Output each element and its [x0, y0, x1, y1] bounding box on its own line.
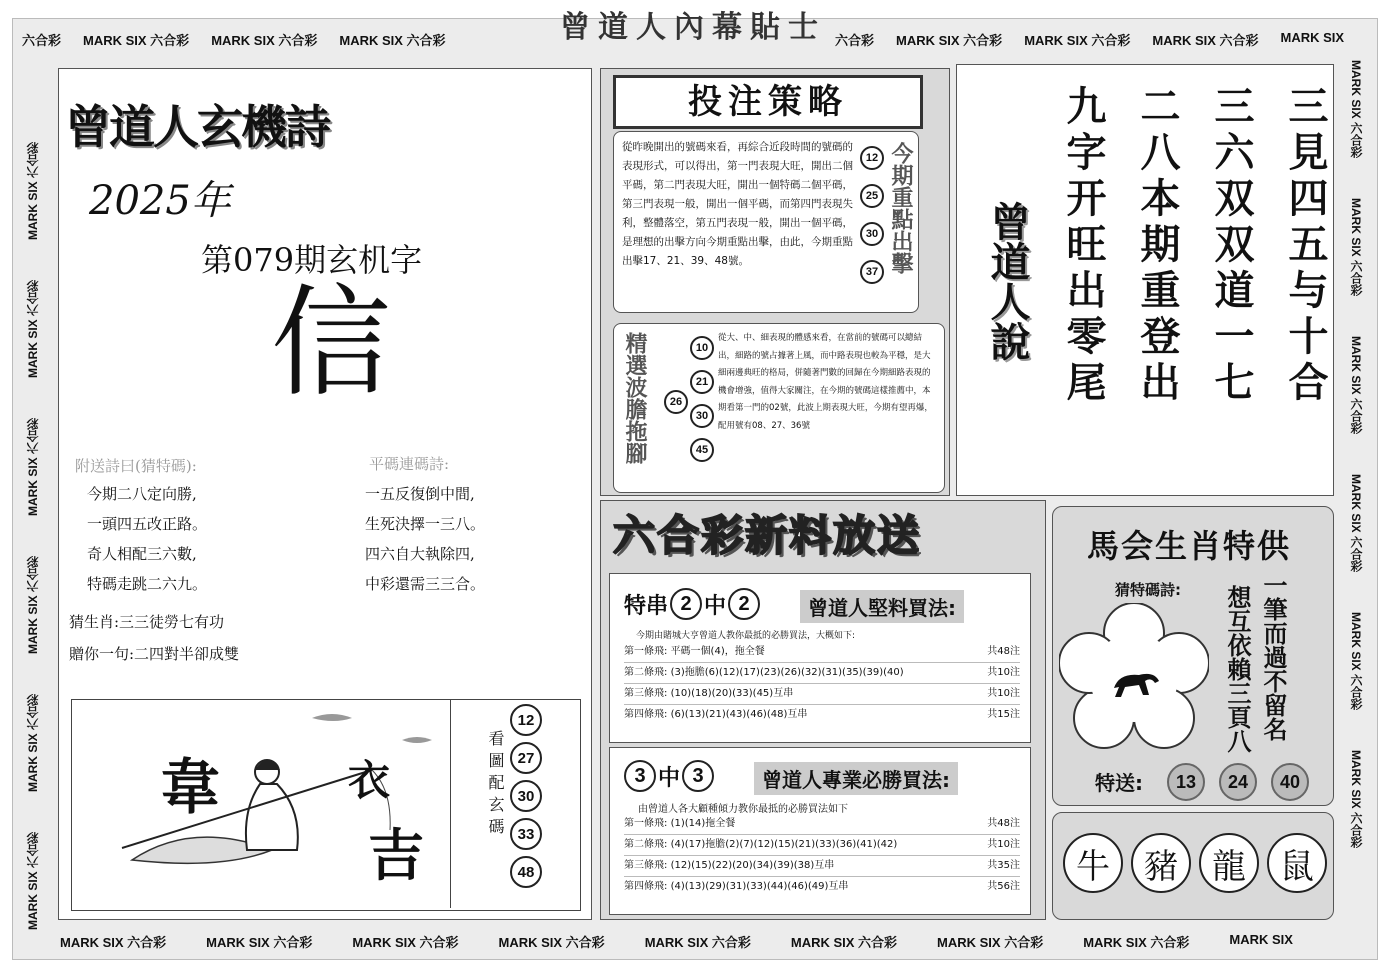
border-label: MARK SIX: [1280, 30, 1345, 45]
tag-number: 3: [624, 760, 656, 792]
bet-row-count: 共15注: [987, 709, 1020, 720]
border-label: MARK SIX 六合彩: [1349, 336, 1363, 435]
picture-label: 看圖配玄碼: [486, 730, 505, 840]
border-label: MARK SIX 六合彩: [26, 417, 40, 516]
top-border-strip: [22, 30, 446, 49]
bet-row-count: 共56注: [987, 881, 1020, 892]
bet-row-name: 第三條飛:: [624, 860, 668, 871]
border-label: MARK SIX 六合彩: [1349, 60, 1363, 159]
bet-row-count: 共10注: [987, 688, 1020, 699]
bet-row-content: (3)拖膽(6)(12)(17)(23)(26)(32)(31)(35)(39)(40): [670, 667, 904, 678]
border-label: 六合彩: [22, 33, 62, 48]
logo-title: 曾道人玄機詩: [65, 100, 329, 154]
box-3-intro: 由曾道人各大顧種傾力教你最抵的必勝買法如下: [638, 804, 848, 815]
number-ball: 48: [510, 856, 542, 888]
bet-row-count: 共48注: [987, 818, 1020, 829]
horse-title: 馬会生肖特供: [1087, 527, 1292, 565]
border-label: MARK SIX 六合彩: [83, 33, 190, 48]
border-label: MARK SIX 六合彩: [1083, 935, 1190, 950]
number-ball: 21: [690, 370, 714, 394]
zodiac-rat: 鼠: [1267, 833, 1327, 893]
number-ball: 27: [510, 742, 542, 774]
border-label: MARK SIX 六合彩: [1349, 198, 1363, 297]
bet-row-content: (1)(14)拖全餐: [670, 818, 736, 829]
strategy-side-label: 今期重點出擊: [888, 142, 914, 274]
number-ball: 24: [1219, 763, 1257, 801]
border-label: MARK SIX: [1229, 932, 1293, 947]
tag-middle: 中: [704, 593, 727, 619]
poem-column: 九字开旺出零尾: [1060, 85, 1107, 407]
box-2-rows: [624, 642, 1020, 725]
border-label: MARK SIX 六合彩: [1024, 33, 1131, 48]
bet-row-count: 共35注: [987, 860, 1020, 871]
number-ball: 12: [860, 146, 884, 170]
border-label: MARK SIX 六合彩: [26, 693, 40, 792]
border-label: MARK SIX 六合彩: [206, 935, 313, 950]
box-3-title: 曾道人專業必勝買法:: [754, 762, 958, 795]
new-material-title: 六合彩新料放送: [613, 511, 922, 560]
border-label: MARK SIX 六合彩: [26, 555, 40, 654]
bet-row-content: 平碼一個(4)，拖全餐: [670, 646, 765, 657]
bet-row: [624, 642, 1020, 663]
bet-row-name: 第四條飛:: [624, 709, 668, 720]
tag-number: 2: [670, 588, 702, 620]
top-border-strip-right: [835, 30, 1344, 49]
border-label: MARK SIX 六合彩: [644, 935, 751, 950]
bet-row: [624, 814, 1020, 835]
border-label: MARK SIX 六合彩: [26, 831, 40, 930]
zodiac-row: [1063, 833, 1327, 893]
box-2-title: 曾道人堅料買法:: [800, 590, 964, 623]
tag-middle: 中: [658, 765, 681, 791]
border-label: MARK SIX 六合彩: [1349, 612, 1363, 711]
selected-side-label: 精選波膽拖腳: [622, 332, 648, 464]
big-character: 信: [271, 274, 391, 413]
border-label: MARK SIX 六合彩: [1349, 474, 1363, 573]
calligraphy-left: 韋: [160, 753, 220, 823]
box-2-tag: [624, 588, 760, 620]
border-label: MARK SIX 六合彩: [498, 935, 605, 950]
horse-poem-label: 猜特碼詩:: [1115, 581, 1181, 599]
picture-divider: [450, 700, 451, 908]
tag-number: 3: [682, 760, 714, 792]
strategy-panel: [600, 68, 950, 496]
header-title: 曾道人內幕貼士: [560, 10, 826, 45]
bet-row-count: 共10注: [987, 839, 1020, 850]
poem-column: 想互依賴三頁八: [1223, 585, 1252, 753]
border-label: MARK SIX 六合彩: [1152, 33, 1259, 48]
box-2-in-2: [609, 573, 1031, 743]
tag-number: 2: [728, 588, 760, 620]
number-ball: 25: [860, 184, 884, 208]
strategy-title: 投注策略: [613, 75, 923, 129]
bet-row-content: (4)(17)拖膽(2)(7)(12)(15)(21)(33)(36)(41)(42): [670, 839, 898, 850]
new-material-panel: [600, 500, 1046, 920]
number-ball: 30: [690, 404, 714, 428]
zodiac-dragon: 龍: [1199, 833, 1259, 893]
poem-line: 奇人相配三六數,: [87, 545, 197, 563]
number-ball: 45: [690, 438, 714, 462]
border-label: MARK SIX 六合彩: [339, 33, 446, 48]
border-label: MARK SIX 六合彩: [26, 279, 40, 378]
zeng-says-poem: [1061, 85, 1327, 407]
box-3-in-3: [609, 747, 1031, 915]
picture-numbers: [510, 704, 542, 888]
right-border-strip: [1348, 60, 1365, 930]
selected-numbers: [690, 336, 714, 462]
picture-box: [71, 699, 581, 911]
border-label: MARK SIX 六合彩: [352, 935, 459, 950]
number-ball: 26: [664, 390, 688, 414]
left-border-strip: [24, 60, 41, 930]
gift-sentence: 贈你一句:二四對半卻成雙: [69, 645, 240, 663]
selected-box: [613, 323, 945, 493]
box-2-intro: 今期由賭城大亨曾道人教你最抵的必勝買法，大概如下:: [636, 631, 856, 641]
poem-line: 四六自大執除四,: [365, 545, 475, 563]
poem-right-heading: 平碼連碼詩:: [369, 455, 450, 473]
bet-row-content: (12)(15)(22)(20)(34)(39)(38)互串: [670, 860, 835, 871]
border-label: 六合彩: [835, 33, 875, 48]
number-ball: 30: [860, 222, 884, 246]
bet-row-name: 第二條飛:: [624, 839, 668, 850]
poem-column: 二八本期重登出: [1134, 85, 1181, 407]
poem-line: 今期二八定向勝,: [87, 485, 197, 503]
tag-prefix: 特串: [624, 593, 669, 619]
poem-line: 一五反復倒中間,: [365, 485, 475, 503]
horse-poem: [1223, 573, 1287, 753]
poem-column: 三六双双道一七: [1208, 85, 1255, 407]
bet-row: [624, 684, 1020, 705]
border-label: MARK SIX 六合彩: [1349, 750, 1363, 849]
poem-left: [87, 479, 207, 599]
poem-line: 中彩還需三三合。: [365, 575, 486, 593]
number-ball: 13: [1167, 763, 1205, 801]
border-label: MARK SIX 六合彩: [211, 33, 318, 48]
calligraphy-right-top: 衣: [348, 756, 391, 805]
poem-left-heading: 附送詩曰(猜特碼):: [75, 457, 197, 475]
bet-row-count: 共10注: [987, 667, 1020, 678]
poem-column: 一筆而過不留名: [1259, 573, 1288, 741]
number-ball: 40: [1271, 763, 1309, 801]
issue-label: 第079期玄机字: [201, 241, 423, 279]
horse-zodiac-panel: [1052, 506, 1334, 806]
bet-row: [624, 663, 1020, 684]
left-panel: [58, 68, 592, 920]
year-label: 2025年: [89, 178, 231, 224]
border-label: MARK SIX 六合彩: [26, 141, 40, 240]
box-3-rows: [624, 814, 1020, 897]
special-label: 特送:: [1095, 771, 1143, 795]
bet-row: [624, 705, 1020, 725]
zodiac-circles-panel: [1052, 812, 1334, 920]
border-label: MARK SIX 六合彩: [60, 935, 167, 950]
border-label: MARK SIX 六合彩: [896, 33, 1003, 48]
bet-row-count: 共48注: [987, 646, 1020, 657]
poem-column: 三見四五与十合: [1282, 85, 1329, 407]
zodiac-ox: 牛: [1063, 833, 1123, 893]
poem-right: [365, 479, 485, 599]
number-ball: 37: [860, 260, 884, 284]
strategy-text-box: [613, 131, 919, 313]
border-label: MARK SIX 六合彩: [790, 935, 898, 950]
guess-zodiac: 猜生肖:三三徒勞七有功: [69, 613, 225, 631]
bet-row-content: (6)(13)(21)(43)(46)(48)互串: [670, 709, 808, 720]
poem-line: 一頭四五改正路。: [87, 515, 208, 533]
bet-row-content: (10)(18)(20)(33)(45)互串: [670, 688, 794, 699]
calligraphy-right-bottom: 吉: [368, 823, 424, 889]
special-numbers: [1167, 763, 1309, 801]
zodiac-pig: 豬: [1131, 833, 1191, 893]
bottom-border-strip: [60, 932, 1293, 951]
bet-row: [624, 835, 1020, 856]
zeng-says-panel: [956, 64, 1334, 496]
poem-line: 生死決擇一三八。: [365, 515, 486, 533]
flower-badge: [1059, 603, 1209, 753]
border-label: MARK SIX 六合彩: [937, 935, 1044, 950]
poem-line: 特碼走跳二六九。: [87, 575, 208, 593]
number-ball: 30: [510, 780, 542, 812]
bet-row-name: 第二條飛:: [624, 667, 668, 678]
bet-row: [624, 877, 1020, 897]
bet-row-name: 第一條飛:: [624, 818, 668, 829]
bet-row-name: 第一條飛:: [624, 646, 668, 657]
bet-row-content: (4)(13)(29)(31)(33)(44)(46)(49)互串: [670, 881, 849, 892]
bet-row: [624, 856, 1020, 877]
zeng-says-label: 曾道人說: [984, 201, 1031, 361]
strategy-numbers: [860, 146, 884, 284]
bet-row-name: 第四條飛:: [624, 881, 668, 892]
number-ball: 12: [510, 704, 542, 736]
selected-text: 從大、中、細表現的體感來看，在當前的號碼可以總結出，細路的號占據著上風，而中路表現也較為平穩，是大細兩邊典旺的格局，併隨著門數的回歸在今期細路表現的機會增強，值得大家關注，在今期的號碼這樣推薦中，本期看第一門的02號，此波上期表現大旺，今期有望再爆，配用號有08、27、36號: [718, 333, 933, 431]
bet-row-name: 第三條飛:: [624, 688, 668, 699]
box-3-tag: [624, 760, 714, 792]
number-ball: 10: [690, 336, 714, 360]
number-ball: 33: [510, 818, 542, 850]
strategy-text: 從昨晚開出的號碼來看，再綜合近段時間的號碼的表現形式，可以得出，第一門表現大旺，開出二個平碼，第二門表現大旺，開出一個特碼二個平碼，第三門表現一般，開出一個平碼，而第四門表現失利，整體落空，第五門表現一般，開出一個平碼，是理想的出擊方向今期重點出擊，由此，今期重點出擊17、21、39、48號。: [622, 141, 853, 267]
